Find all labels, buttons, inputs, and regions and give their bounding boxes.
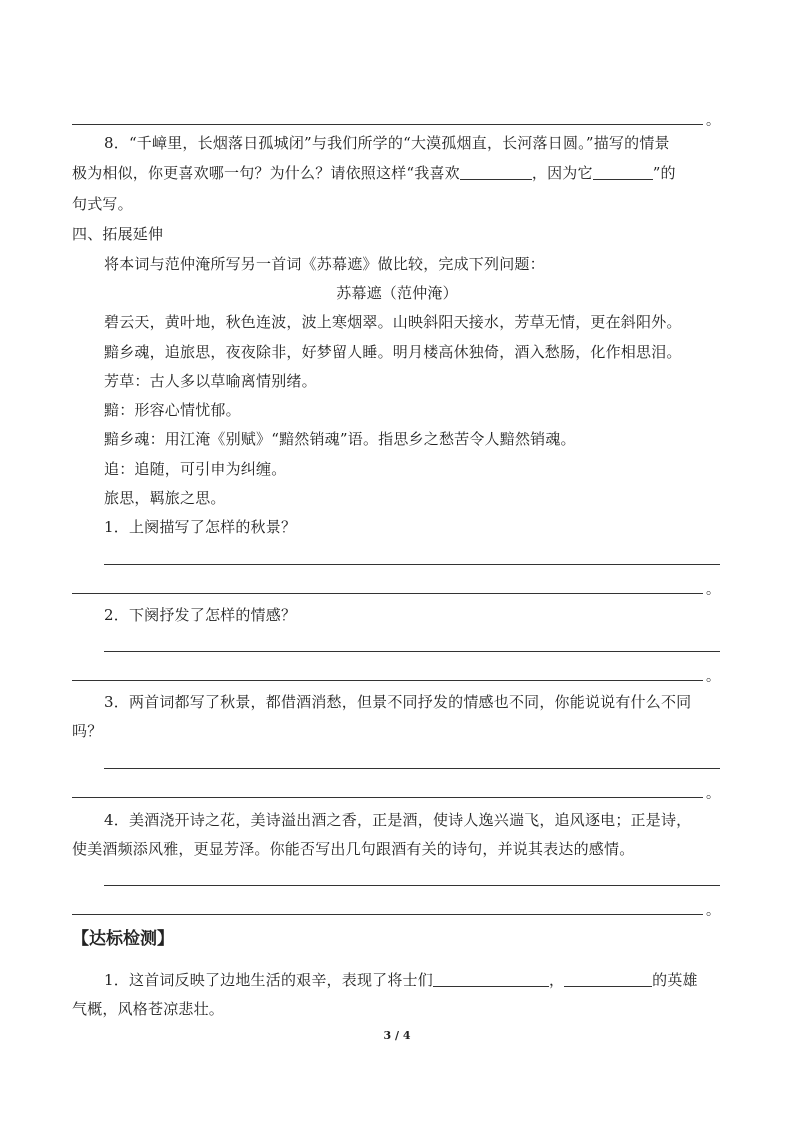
subquestion-3-line-2: 吗？ — [72, 722, 103, 740]
check-heading: 【达标检测】 — [72, 929, 174, 949]
check-q1-text-end: 的英雄 — [652, 971, 698, 989]
answer-line[interactable] — [72, 797, 703, 798]
subquestion-3-line-1: 3．两首词都写了秋景，都借酒消愁，但景不同抒发的情感也不同，你能说说有什么不同 — [104, 693, 692, 711]
answer-line[interactable] — [72, 593, 703, 594]
note-an: 黯：形容心情忧郁。 — [104, 401, 241, 419]
fill-blank-2[interactable] — [593, 164, 653, 180]
answer-line[interactable] — [104, 768, 720, 769]
answer-line[interactable] — [72, 680, 703, 681]
answer-line[interactable] — [72, 914, 703, 915]
poem-line-1: 碧云天，黄叶地，秋色连波，波上寒烟翠。山映斜阳天接水，芳草无情，更在斜阳外。 — [104, 313, 682, 331]
fill-blank-3[interactable] — [433, 971, 549, 987]
section-intro: 将本词与范仲淹所写另一首词《苏幕遮》做比较，完成下列问题： — [104, 255, 545, 273]
q8-line-2-mid: ，因为它 — [531, 164, 593, 182]
note-zhui: 追：追随，可引申为纠缠。 — [104, 460, 287, 478]
note-anxianghun: 黯乡魂：用江淹《别赋》“黯然销魂”语。指思乡之愁苦令人黯然销魂。 — [104, 430, 576, 448]
q8-line-2 — [72, 163, 676, 183]
check-q1-separator: ， — [548, 971, 565, 989]
subquestion-4-line-2: 使美酒频添风雅，更显芳泽。你能否写出几句跟酒有关的诗句，并说其表达的感情。 — [72, 840, 635, 858]
poem-title: 苏幕遮（范仲淹） — [336, 284, 458, 302]
poem-line-2: 黯乡魂，追旅思，夜夜除非，好梦留人睡。明月楼高休独倚，酒入愁肠，化作相思泪。 — [104, 343, 682, 361]
answer-line[interactable] — [104, 885, 720, 886]
section-heading: 四、拓展延伸 — [72, 225, 164, 243]
check-q1-line-1 — [104, 970, 698, 990]
subquestion-2: 2．下阕抒发了怎样的情感？ — [104, 606, 297, 624]
fill-blank-1[interactable] — [460, 164, 532, 180]
line-end-period: 。 — [706, 786, 720, 802]
check-q1-text: 1．这首词反映了边地生活的艰辛，表现了将士们 — [104, 971, 433, 989]
check-q1-line-2: 气概，风格苍凉悲壮。 — [72, 1000, 225, 1018]
answer-line[interactable] — [104, 564, 720, 565]
answer-line[interactable] — [72, 124, 703, 125]
q8-line-2-text: 极为相似，你更喜欢哪一句？为什么？请依照这样“我喜欢 — [72, 164, 460, 182]
q8-line-3: 句式写。 — [72, 195, 133, 213]
q8-line-1: 8．“千嶂里，长烟落日孤城闭”与我们所学的“大漠孤烟直，长河落日圆。”描写的情景 — [104, 134, 670, 152]
note-fangcao: 芳草：古人多以草喻离情别绪。 — [104, 372, 317, 390]
note-lvsi: 旅思，羁旅之思。 — [104, 489, 226, 507]
line-end-period: 。 — [706, 113, 720, 129]
page-number: 3 / 4 — [383, 1029, 411, 1042]
answer-line[interactable] — [104, 651, 720, 652]
line-end-period: 。 — [706, 903, 720, 919]
fill-blank-4[interactable] — [564, 971, 652, 987]
subquestion-1: 1．上阕描写了怎样的秋景？ — [104, 518, 297, 536]
subquestion-4-line-1: 4．美酒浇开诗之花，美诗溢出酒之香，正是酒，使诗人逸兴遄飞，追风逐电；正是诗， — [104, 811, 692, 829]
line-end-period: 。 — [706, 669, 720, 685]
line-end-period: 。 — [706, 582, 720, 598]
q8-line-2-end: ”的 — [652, 164, 676, 182]
